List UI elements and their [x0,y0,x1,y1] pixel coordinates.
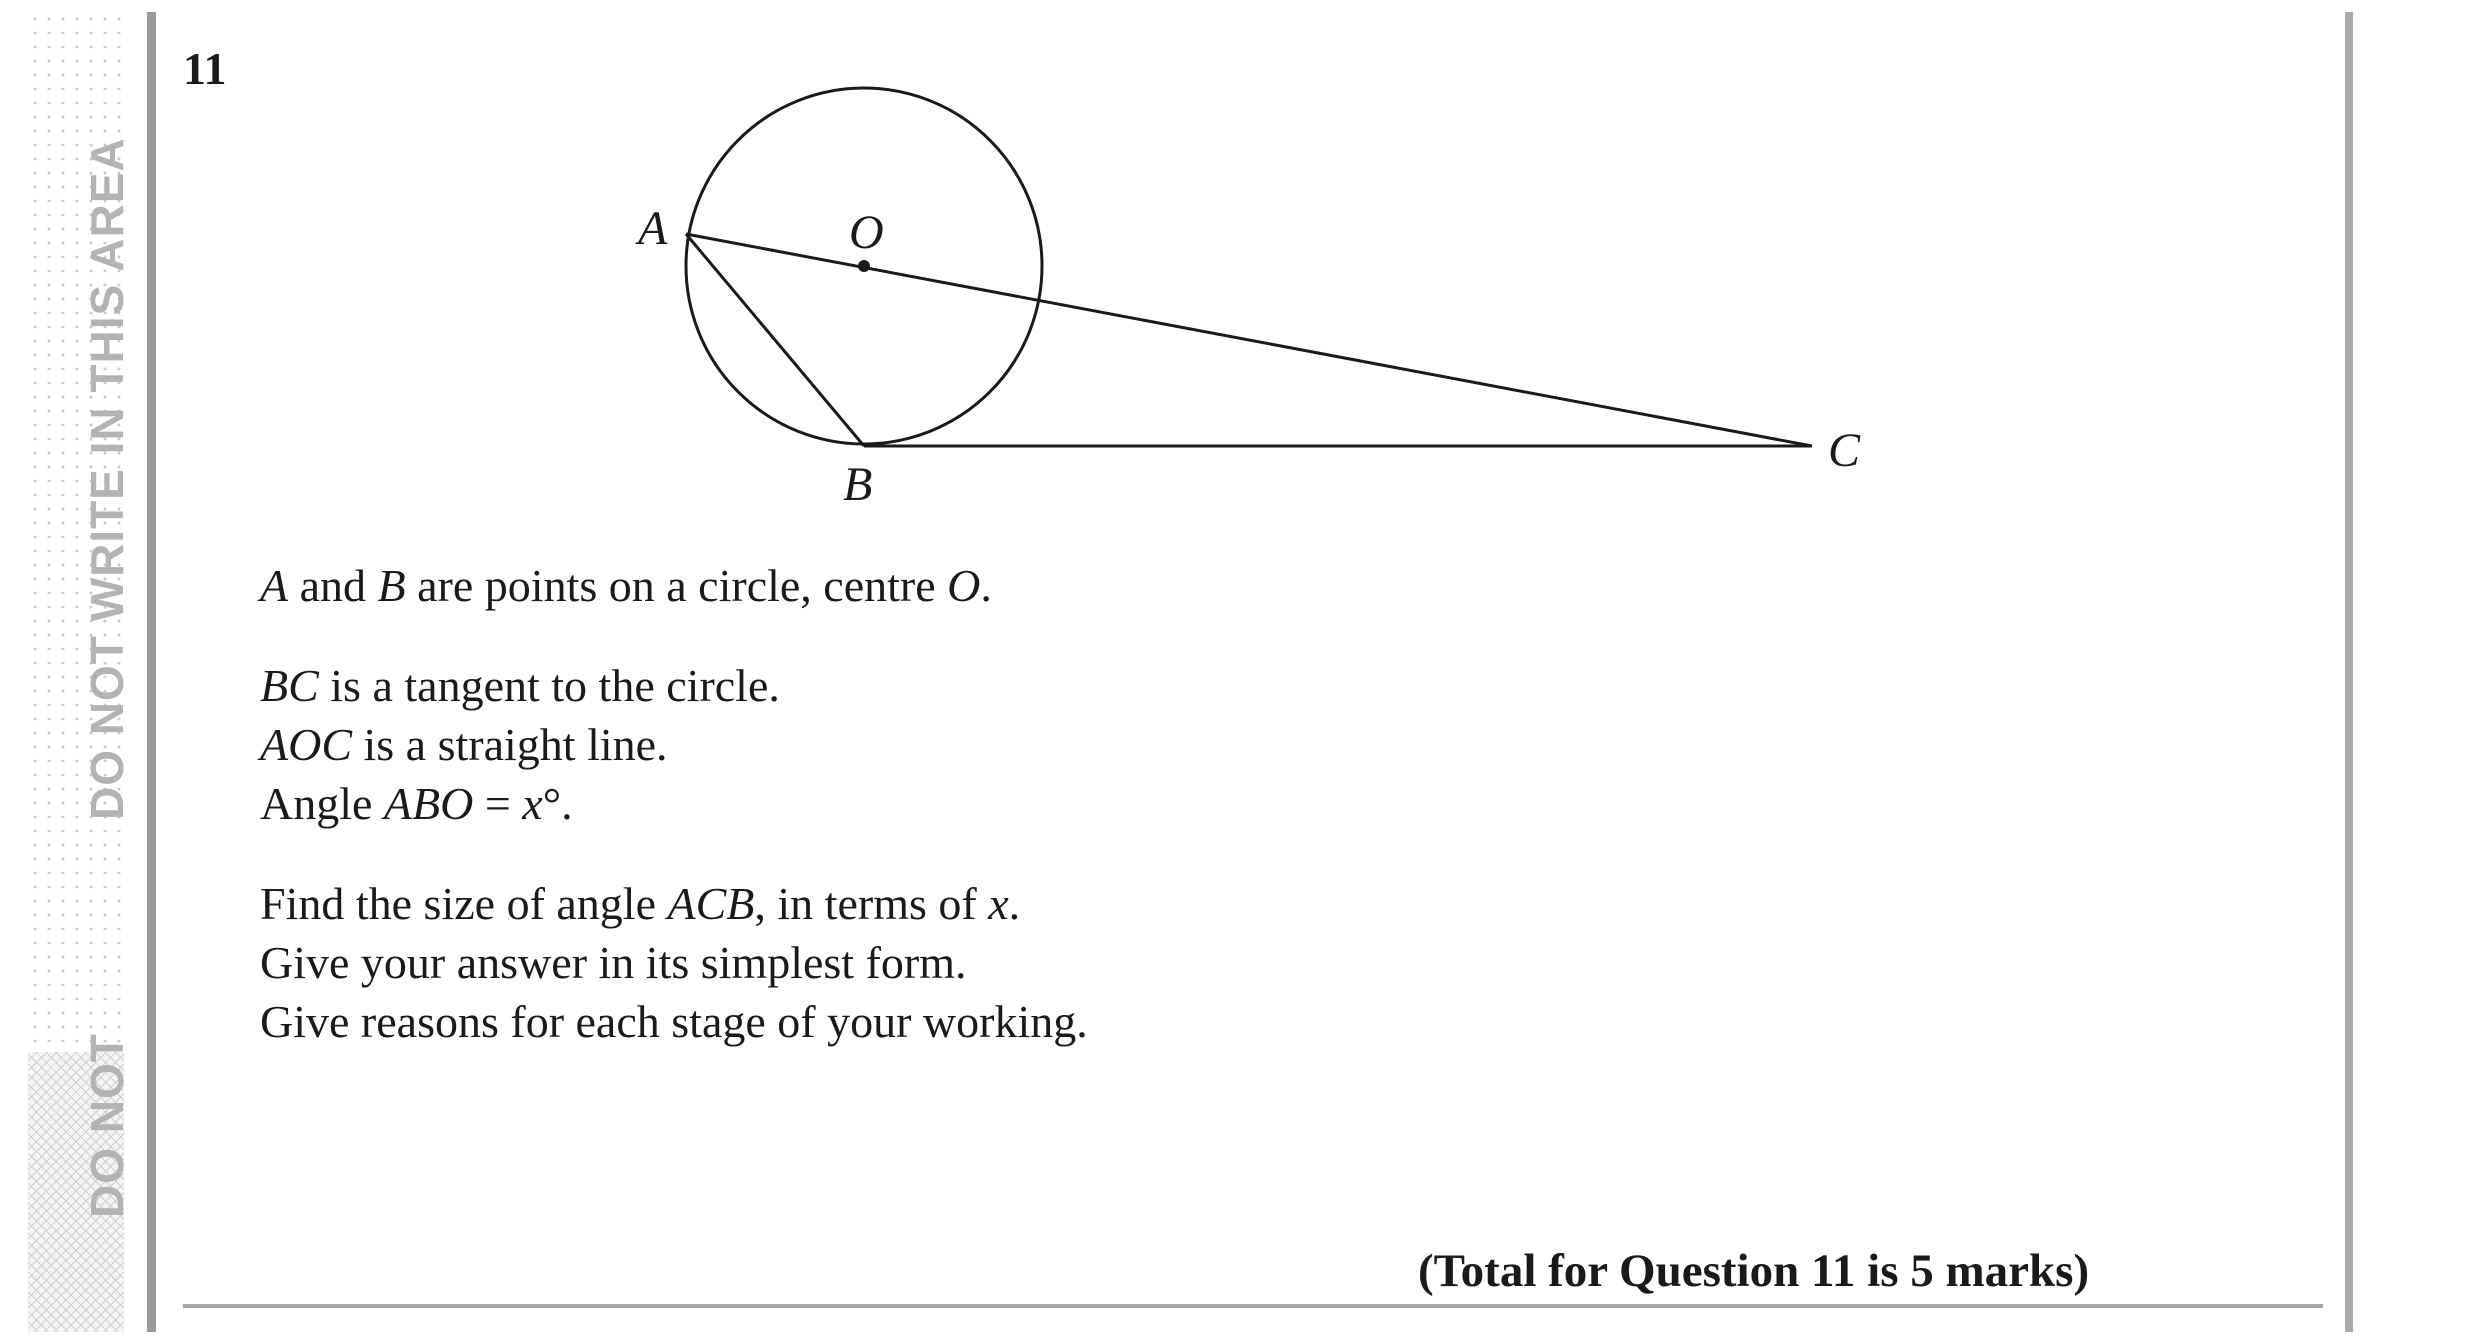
text-run: , in terms of [754,878,989,929]
label-o: O [849,206,884,259]
text-run: °. [542,778,573,829]
chord-ab [686,234,864,446]
label-c: C [1828,424,1861,477]
italic-term: B [377,560,406,611]
text-run: Angle [260,778,384,829]
question-paragraph-2 [260,656,780,833]
question-line [260,992,1088,1051]
text-run: is a straight line. [352,719,668,770]
text-run: . [1008,878,1021,929]
question-line [260,874,1088,933]
text-run: is a tangent to the circle. [318,660,780,711]
text-run: Find the size of angle [260,878,668,929]
italic-term: ABO [383,778,474,829]
italic-term: BC [260,660,319,711]
question-line [260,656,780,715]
bottom-rule [183,1304,2323,1308]
question-paragraph-3 [260,874,1088,1051]
text-run: and [288,560,378,611]
margin-warning-text-lower: DO NOT [81,1033,133,1218]
text-run: . [980,560,992,611]
line-aoc [686,234,1812,446]
italic-term: x [988,878,1009,929]
italic-term: AOC [260,719,352,770]
text-run: Give reasons for each stage of your working. [260,996,1088,1047]
text-run: Give your answer in its simplest form. [260,937,967,988]
italic-term: ACB [667,878,755,929]
italic-term: A [260,560,289,611]
question-line [260,774,780,833]
text-run: are points on a circle, centre [405,560,948,611]
question-line [260,715,780,774]
italic-term: x [522,778,543,829]
margin-warning-text: DO NOT WRITE IN THIS AREA [81,137,133,820]
question-paragraph-1 [260,556,992,615]
text-run: = [473,778,523,829]
question-number: 11 [183,43,227,94]
label-b: B [843,458,873,511]
total-marks: (Total for Question 11 is 5 marks) [1418,1245,2090,1297]
italic-term: O [947,560,981,611]
question-line [260,556,992,615]
centre-point [858,260,870,272]
label-a: A [638,202,668,255]
question-line [260,933,1088,992]
